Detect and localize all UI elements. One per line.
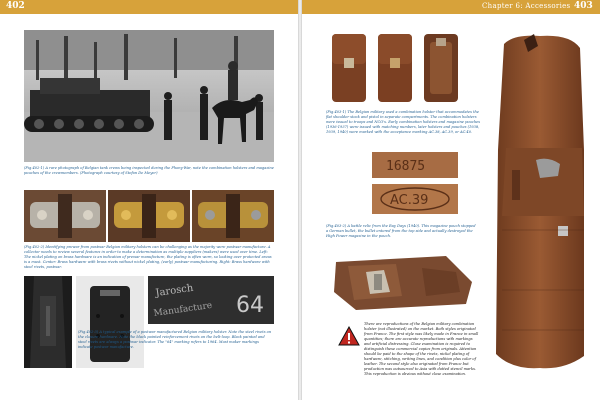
right-page — [302, 0, 600, 400]
holster-side-photo — [24, 276, 72, 368]
caption-fig-403-2: (Fig.403-2) A battle relic from the Ray Days (1940). This magazine pouch stopped a German bullet, the bullet entered from the top side and actually destroyed the High Power magazine in the pouch. — [326, 224, 476, 238]
stamp-maker-text: Jarosch — [154, 282, 195, 299]
serial-number-text: 16875 — [386, 159, 426, 174]
historical-tank-photo — [24, 30, 274, 162]
holster-back-photo — [76, 276, 144, 368]
acceptance-stamp-photo — [372, 184, 458, 214]
combination-holster-photo — [484, 30, 594, 372]
acceptance-stamp-text: AC.39 — [390, 193, 429, 208]
reproduction-warning-text: There are reproductions of the Belgian military combination holster (not illustrated) on the market. Both styles originated from France. The first style was likely made in France in small quantities; there are accurate reproductions with markings and artificial distressing. Close examination is required to distinguish these commercial copies from originals. Attention should be paid to the shape of the rivets, nickel plating of hardware, stitching, writing lines, and condition plus color of leather. The second style also originated from France but production was outsourced to Asia with dotted stencil marks. This reproduction is obvious without close examination. — [364, 322, 479, 376]
caption-fig-402-2: (Fig.402-2) Identifying prewar from postwar Belgian military holsters can be challenging as the majority were postwar manufacture. A collector needs to review several features in order to make a determination as multiple suppliers (makers) were used over time. Left: The nickel plating on brass hardware is an indication of prewar manufacture, the plating is often worn, so looking over protected areas is a must. Center: Brass hardware with brass rivets without nickel plating, (early) postwar manufacturing. Right: Brass hardware with steel rivets, postwar. — [24, 245, 272, 269]
caption-fig-402-1: (Fig.402-1) A rare photograph of Belgian tank crews being inspected during the Phony-War, note the combination holsters and magazine pouches of the crewmembers. (Photograph courtesy of Stefan De Meyer) — [24, 166, 274, 175]
right-header-bar — [302, 0, 600, 14]
stamp-marking-photo — [148, 276, 274, 324]
right-page-number: 403 — [574, 1, 593, 11]
hardware-comparison-strip — [24, 190, 274, 242]
left-page — [0, 0, 298, 400]
stamp-year-text: 64 — [236, 293, 264, 318]
caption-fig-402-3: (Fig.402-3) A typical example of a postwar manufactured Belgian military holster. Note the steel rivets on the closure hardware. Note the black painted reinforcement rivets on the belt-loop. Black painted and steel rivets are always a postwar indicator. The "64" marking refers to 1964. Most maker markings indicate postwar manufacture. — [78, 330, 272, 349]
left-page-number: 402 — [6, 1, 25, 11]
caption-fig-403-1: (Fig.403-1) The Belgian military used a combination holster that accommodates the flat shoulder stock and pistol in separate compartments. The combination holsters were issued to troops and NCO's. Early combination holsters and magazine pouches (1936-1937) were issued with matching numbers, later holsters and pouches (1938, 1939, 1940) were marked with the acceptance marking AC.38, AC.39, or AC.40. — [326, 110, 481, 134]
battle-relic-pouch-photo — [326, 252, 476, 314]
serial-number-stamp-photo — [372, 152, 458, 178]
warning-icon — [338, 326, 360, 346]
left-header-bar — [0, 0, 298, 14]
chapter-title: Chapter 6: Accessories — [482, 2, 571, 10]
stamp-manufacture-text: Manufacture — [153, 300, 213, 319]
magazine-pouches-photo — [326, 28, 464, 106]
